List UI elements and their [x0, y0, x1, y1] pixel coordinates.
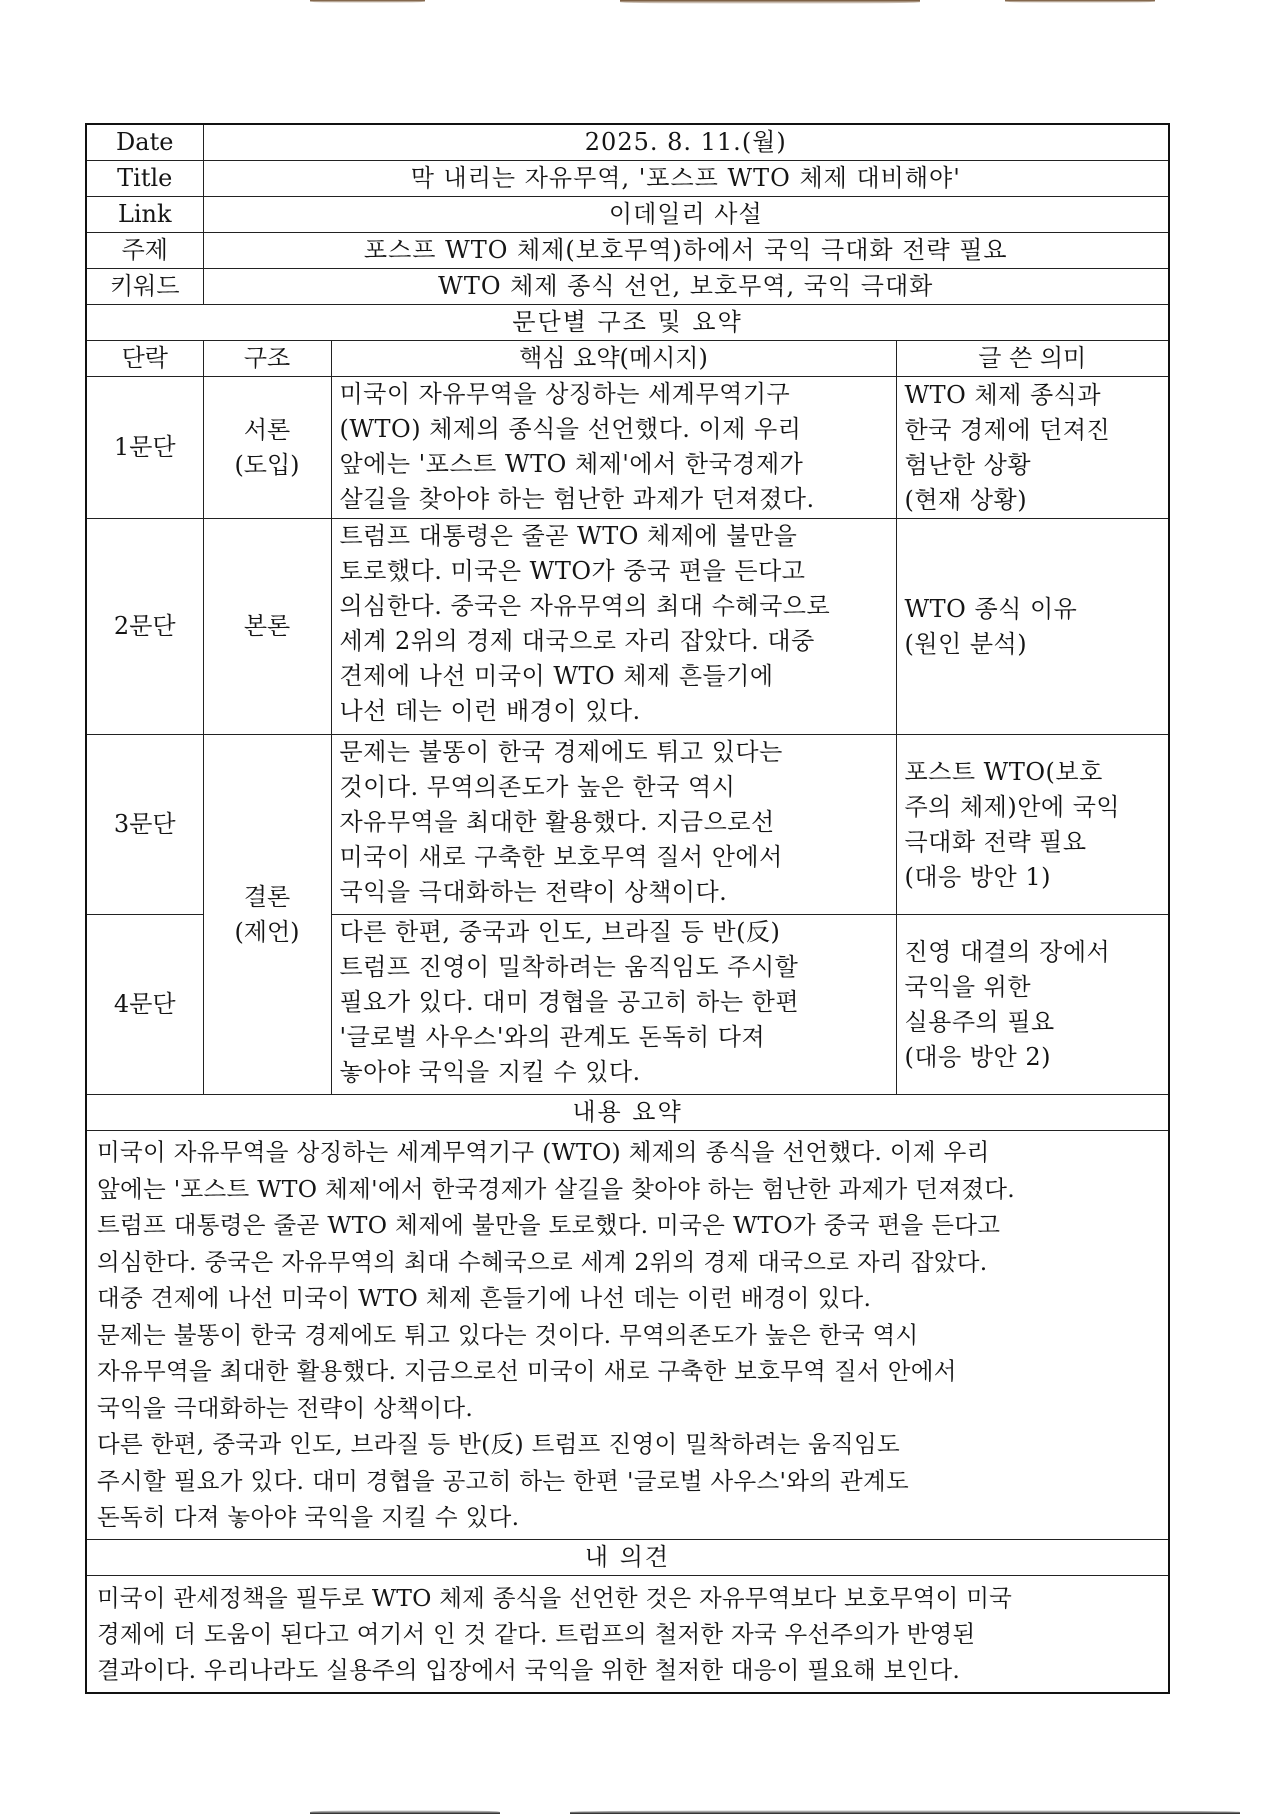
scan-edge-mark: [1005, 0, 1155, 3]
structure-line: 결론: [243, 882, 291, 911]
column-header-message: 핵심 요약(메시지): [331, 341, 896, 377]
meaning-line: 진영 대결의 장에서: [904, 937, 1111, 966]
message-cell: [331, 735, 896, 915]
summary-line: 앞에는 '포스트 WTO 체제'에서 한국경제가 살길을 찾아야 하는 험난한 과제가 던져졌다.: [97, 1174, 1016, 1203]
structure-line: 본론: [243, 612, 291, 640]
meaning-line: 험난한 상황: [904, 450, 1032, 479]
message-line: 세계 2위의 경제 대국으로 자리 잡았다. 대중: [339, 627, 815, 655]
opinion-line: 미국이 관세정책을 필두로 WTO 체제 종식을 선언한 것은 자유무역보다 보호무역이 미국: [97, 1583, 1013, 1612]
paragraph-label: 4문단: [86, 915, 203, 1095]
summary-line: 대중 견제에 나선 미국이 WTO 체제 흔들기에 나선 데는 이런 배경이 있다.: [97, 1284, 872, 1312]
opinion-line: 결과이다. 우리나라도 실용주의 입장에서 국익을 위한 철저한 대응이 필요해 보인다.: [97, 1655, 961, 1684]
message-line: 앞에는 '포스트 WTO 체제'에서 한국경제가: [339, 450, 804, 478]
date-label: Date: [86, 124, 203, 161]
paragraph-row: [86, 519, 1169, 735]
meaning-line: (현재 상황): [904, 485, 1028, 514]
summary-line: 자유무역을 최대한 활용했다. 지금으로선 미국이 새로 구축한 보호무역 질서 안에서: [97, 1357, 957, 1385]
paragraph-label: 3문단: [86, 735, 203, 915]
message-line: '글로벌 사우스'와의 관계도 돈독히 다져: [339, 1023, 766, 1051]
summary-line: 트럼프 대통령은 줄곧 WTO 체제에 불만을 토로했다. 미국은 WTO가 중국 편을 든다고: [97, 1211, 1001, 1239]
message-line: 나선 데는 이런 배경이 있다.: [339, 697, 641, 725]
message-line: 것이다. 무역의존도가 높은 한국 역시: [339, 773, 736, 801]
link-label: Link: [86, 197, 203, 233]
structure-line: (도입): [234, 450, 300, 479]
date-row: [86, 124, 1169, 161]
section-title: 내용 요약: [86, 1095, 1169, 1131]
meaning-line: (원인 분석): [904, 629, 1028, 658]
column-header-paragraph: 단락: [86, 341, 203, 377]
title-value: 막 내리는 자유무역, '포스프 WTO 체제 대비해야': [203, 161, 1169, 197]
title-row: [86, 161, 1169, 197]
message-cell: [331, 377, 896, 519]
keyword-value: WTO 체제 종식 선언, 보호무역, 국익 극대화: [203, 269, 1169, 305]
message-line: 살길을 찾아야 하는 험난한 과제가 던져졌다.: [339, 485, 815, 513]
scan-edge-mark: [310, 0, 425, 3]
message-line: 미국이 자유무역을 상징하는 세계무역기구: [339, 380, 791, 408]
meaning-cell: [896, 915, 1169, 1095]
message-line: 자유무역을 최대한 활용했다. 지금으로선: [339, 808, 775, 836]
opinion-body: [86, 1575, 1169, 1693]
summary-line: 다른 한편, 중국과 인도, 브라질 등 반(反) 트럼프 진영이 밀착하려는 움직임도: [97, 1430, 901, 1458]
message-line: (WTO) 체제의 종식을 선언했다. 이제 우리: [339, 415, 802, 443]
paragraph-row: [86, 735, 1169, 915]
meaning-line: 국익을 위한: [904, 972, 1032, 1001]
message-line: 국익을 극대화하는 전략이 상책이다.: [339, 878, 728, 906]
scan-edge-mark: [570, 1810, 1240, 1814]
structure-line: 서론: [243, 415, 291, 444]
keyword-label: 키워드: [86, 269, 203, 305]
meaning-line: 실용주의 필요: [904, 1007, 1055, 1036]
message-line: 견제에 나선 미국이 WTO 체제 흔들기에: [339, 662, 774, 690]
message-line: 트럼프 대통령은 줄곧 WTO 체제에 불만을: [339, 522, 798, 550]
link-row: [86, 197, 1169, 233]
meaning-line: 극대화 전략 필요: [904, 827, 1087, 856]
title-label: Title: [86, 161, 203, 197]
summary-line: 의심한다. 중국은 자유무역의 최대 수혜국으로 세계 2위의 경제 대국으로 자리 잡았다.: [97, 1247, 988, 1276]
scan-edge-mark: [620, 0, 920, 4]
meaning-cell: [896, 377, 1169, 519]
link-value: 이데일리 사설: [203, 197, 1169, 233]
message-line: 놓아야 국익을 지킬 수 있다.: [339, 1058, 641, 1086]
date-value: 2025. 8. 11.(월): [203, 124, 1169, 161]
paragraph-row: [86, 377, 1169, 519]
summary-line: 국익을 극대화하는 전략이 상책이다.: [97, 1393, 474, 1422]
meaning-line: (대응 방안 2): [904, 1042, 1051, 1071]
message-line: 의심한다. 중국은 자유무역의 최대 수혜국으로: [339, 592, 831, 620]
topic-value: 포스프 WTO 체제(보호무역)하에서 국익 극대화 전략 필요: [203, 233, 1169, 269]
summary-line: 문제는 불똥이 한국 경제에도 튀고 있다는 것이다. 무역의존도가 높은 한국 역시: [97, 1320, 919, 1349]
structure-line: (제언): [234, 917, 300, 946]
section-title: 내 의견: [86, 1539, 1169, 1575]
structure-cell: [203, 735, 331, 1095]
opinion-line: 경제에 더 도움이 된다고 여기서 인 것 같다. 트럼프의 철저한 자국 우선주의가 반영된: [97, 1619, 976, 1648]
opinion-body-row: [86, 1575, 1169, 1693]
message-line: 미국이 새로 구축한 보호무역 질서 안에서: [339, 843, 783, 871]
summary-line: 돈독히 다져 놓아야 국익을 지킬 수 있다.: [97, 1503, 520, 1531]
summary-body-row: [86, 1131, 1169, 1540]
structure-cell: [203, 377, 331, 519]
structure-column-headers: [86, 341, 1169, 377]
summary-body: [86, 1131, 1169, 1540]
meaning-cell: [896, 519, 1169, 735]
meaning-line: (대응 방안 1): [904, 862, 1051, 891]
summary-line: 미국이 자유무역을 상징하는 세계무역기구 (WTO) 체제의 종식을 선언했다. 이제 우리: [97, 1138, 990, 1166]
structure-cell: [203, 519, 331, 735]
column-header-meaning: 글 쓴 의미: [896, 341, 1169, 377]
meaning-line: 주의 체제)안에 국익: [904, 792, 1121, 821]
message-cell: [331, 915, 896, 1095]
meaning-line: 한국 경제에 던져진: [904, 415, 1111, 444]
meaning-line: WTO 종식 이유: [904, 594, 1078, 623]
meaning-cell: [896, 735, 1169, 915]
opinion-section-header: [86, 1539, 1169, 1575]
message-cell: [331, 519, 896, 735]
keyword-row: [86, 269, 1169, 305]
summary-section-header: [86, 1095, 1169, 1131]
section-title: 문단별 구조 및 요약: [86, 305, 1169, 341]
paragraph-label: 1문단: [86, 377, 203, 519]
message-line: 트럼프 진영이 밀착하려는 움직임도 주시할: [339, 953, 799, 981]
meaning-line: WTO 체제 종식과: [904, 380, 1102, 409]
paragraph-label: 2문단: [86, 519, 203, 735]
structure-section-header: [86, 305, 1169, 341]
message-line: 다른 한편, 중국과 인도, 브라질 등 반(反): [339, 918, 781, 946]
column-header-structure: 구조: [203, 341, 331, 377]
meaning-line: 포스트 WTO(보호: [904, 757, 1103, 786]
message-line: 필요가 있다. 대미 경협을 공고히 하는 한편: [339, 988, 800, 1016]
message-line: 토로했다. 미국은 WTO가 중국 편을 든다고: [339, 557, 806, 585]
scan-edge-mark: [310, 1810, 500, 1814]
message-line: 문제는 불똥이 한국 경제에도 튀고 있다는: [339, 738, 783, 766]
topic-row: [86, 233, 1169, 269]
article-summary-worksheet: [85, 123, 1170, 1694]
topic-label: 주제: [86, 233, 203, 269]
summary-line: 주시할 필요가 있다. 대미 경협을 공고히 하는 한편 '글로벌 사우스'와의 관계도: [97, 1466, 910, 1495]
